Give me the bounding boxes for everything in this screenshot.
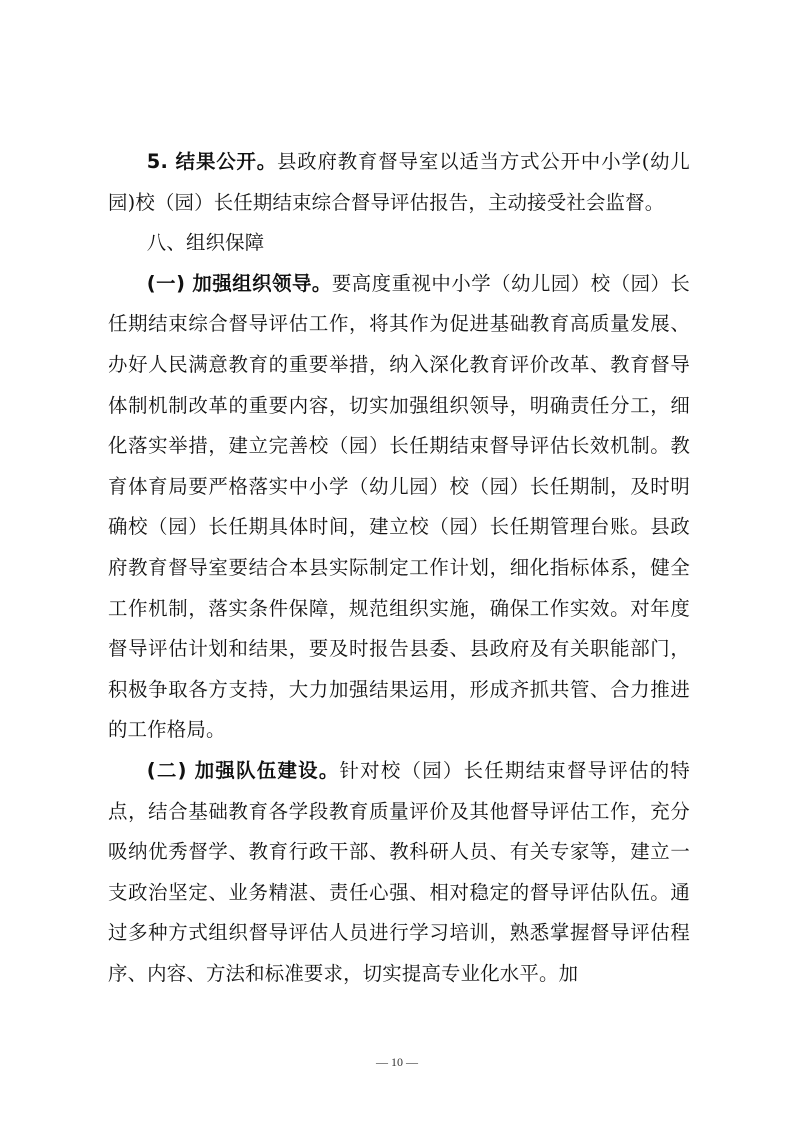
paragraph-lead: 5. 结果公开。 [146,150,277,173]
section-heading: 八、组织保障 [146,231,265,255]
paragraph-team-building [108,751,690,995]
paragraph-lead: (一) 加强组织领导。 [146,271,332,295]
paragraph-organization-leadership [108,264,690,751]
paragraph-text: 针对校（园）长任期结束督导评估的特点，结合基础教育各学段教育质量评价及其他督导评估工作，充分吸纳优秀督学、教育行政干部、教科研人员、有关专家等，建立一支政治坚定、业务精湛、责任心强、相对稳定的督导评估队伍。通过多种方式组织督导评估人员进行学习培训，熟悉掌握督导评估程序、内容、方法和标准要求，切实提高专业化水平。加 [108,758,690,985]
paragraph-text: 县政府教育督导室以适当方式公开中小学(幼儿园)校（园）长任期结束综合督导评估报告，主动接受社会监督。 [108,150,691,214]
page-number: — 10 — [376,1055,418,1069]
paragraph-results-public [108,142,690,223]
document-body [108,142,690,994]
paragraph-text: 要高度重视中小学（幼儿园）校（园）长任期结束综合督导评估工作，将其作为促进基础教育高质量发展、办好人民满意教育的重要举措，纳入深化教育评价改革、教育督导体制机制改革的重要内容，切实加强组织领导，明确责任分工，细化落实举措，建立完善校（园）长任期结束督导评估长效机制。教育体育局要严格落实中小学（幼儿园）校（园）长任期制，及时明确校（园）长任期具体时间，建立校（园）长任期管理台账。县政府教育督导室要结合本县实际制定工作计划，细化指标体系，健全工作机制，落实条件保障，规范组织实施，确保工作实效。对年度督导评估计划和结果，要及时报告县委、县政府及有关职能部门，积极争取各方支持，大力加强结果运用，形成齐抓共管、合力推进的工作格局。 [108,271,690,742]
paragraph-lead: (二) 加强队伍建设。 [146,758,340,782]
